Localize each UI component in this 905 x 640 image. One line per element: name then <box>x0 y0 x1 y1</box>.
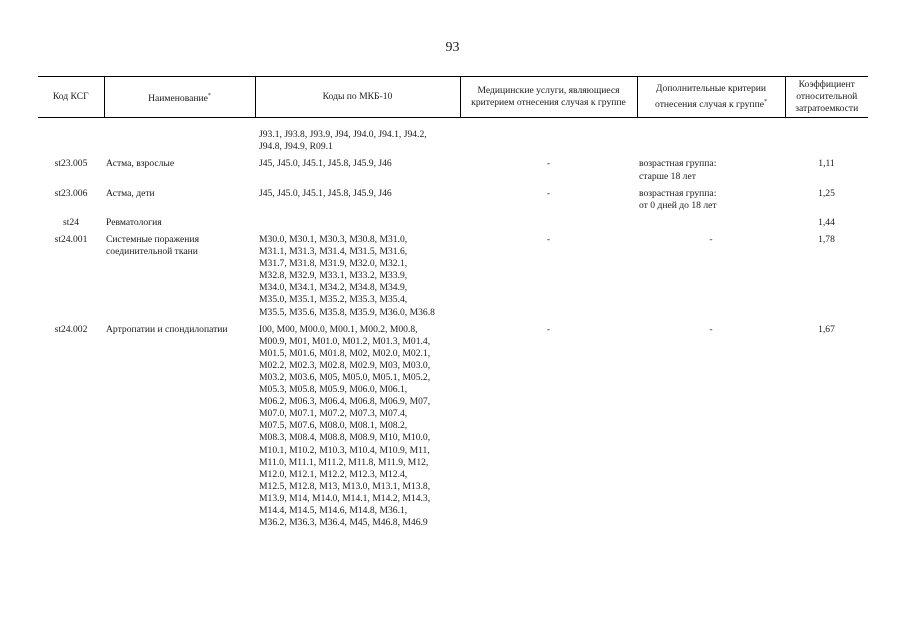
table-row <box>38 233 868 323</box>
mkb-codes-line: M34.0, M34.1, M34.2, M34.8, M34.9, <box>259 282 408 294</box>
header-criteria: Дополнительные критерии отнесения случая к группе* <box>637 77 785 118</box>
mkb-codes-line: M10.1, M10.2, M10.3, M10.4, M10.9, M11, <box>259 444 430 456</box>
ksg-code-cell: st24 <box>63 216 79 228</box>
table-row <box>38 187 868 216</box>
mkb-codes-line: M07.5, M07.6, M08.0, M08.1, M08.2, <box>259 420 408 432</box>
services-cell <box>460 216 637 233</box>
header-services: Медицинские услуги, являющиеся критерием отнесения случая к группе <box>460 77 637 118</box>
mkb-codes-line: M12.0, M12.1, M12.2, M12.3, M12.4, <box>259 468 408 480</box>
mkb-codes-line: M35.5, M35.6, M35.8, M35.9, M36.0, M36.8 <box>259 306 435 318</box>
mkb-codes-line: J94.8, J94.9, R09.1 <box>259 141 333 153</box>
name-line: Астма, взрослые <box>106 158 175 170</box>
name-cell <box>104 128 255 157</box>
coefficient-cell <box>785 128 868 157</box>
name-cell <box>104 157 255 186</box>
mkb-codes-line: M01.5, M01.6, M01.8, M02, M02.0, M02.1, <box>259 347 431 359</box>
name-line: Астма, дети <box>106 187 155 199</box>
criteria-cell: - <box>709 233 713 245</box>
mkb-codes-cell <box>255 216 460 233</box>
mkb-codes-line: M31.7, M31.8, M31.9, M32.0, M32.1, <box>259 258 408 270</box>
header-mkb: Коды по МКБ-10 <box>255 77 460 118</box>
table-row <box>38 216 868 233</box>
criteria-line: возрастная группа: <box>639 187 717 199</box>
services-cell: - <box>546 233 551 245</box>
mkb-codes-line: M32.8, M32.9, M33.1, M33.2, M33.9, <box>259 270 408 282</box>
mkb-codes-line: I00, M00, M00.0, M00.1, M00.2, M00.8, <box>259 323 418 335</box>
services-cell <box>460 128 637 157</box>
mkb-codes-line: M14.4, M14.5, M14.6, M14.8, M36.1, <box>259 505 408 516</box>
table-row <box>38 157 868 186</box>
services-cell: - <box>546 158 551 170</box>
table-body <box>38 118 868 533</box>
mkb-codes-cell <box>255 157 460 186</box>
ksg-code-cell: st24.001 <box>54 233 88 245</box>
mkb-codes-line: M06.2, M06.3, M06.4, M06.8, M06.9, M07, <box>259 396 431 408</box>
criteria-line: старше 18 лет <box>639 170 696 182</box>
ksg-code-cell: st23.005 <box>54 158 88 170</box>
ksg-code-cell <box>38 128 104 157</box>
services-cell: - <box>546 187 551 199</box>
header-code: Код КСГ <box>38 77 104 118</box>
services-cell: - <box>546 323 551 335</box>
mkb-codes-line: M13.9, M14, M14.0, M14.1, M14.2, M14.3, <box>259 492 431 504</box>
name-line: соединительной ткани <box>106 246 198 258</box>
name-line: Системные поражения <box>106 233 199 245</box>
name-line: Ревматология <box>106 216 162 228</box>
mkb-codes-line: M36.2, M36.3, M36.4, M45, M46.8, M46.9 <box>259 517 428 529</box>
criteria-cell <box>637 216 785 233</box>
table-header-row <box>38 77 868 118</box>
mkb-codes-line: M12.5, M12.8, M13, M13.0, M13.1, M13.8, <box>259 480 431 492</box>
header-name: Наименование* <box>104 77 255 118</box>
criteria-cell <box>637 128 785 157</box>
mkb-codes-line: J93.1, J93.8, J93.9, J94, J94.0, J94.1, J94.2, <box>259 129 427 141</box>
mkb-codes-line: M30.0, M30.1, M30.3, M30.8, M31.0, <box>259 233 408 245</box>
mkb-codes-cell <box>255 323 460 534</box>
mkb-codes-line: M07.0, M07.1, M07.2, M07.3, M07.4, <box>259 408 408 420</box>
mkb-codes-line: M00.9, M01, M01.0, M01.2, M01.3, M01.4, <box>259 335 431 347</box>
name-cell <box>104 233 255 323</box>
mkb-codes-cell <box>255 187 460 216</box>
mkb-codes-line: M08.3, M08.4, M08.8, M08.9, M10, M10.0, <box>259 432 431 444</box>
name-line: Артропатии и спондилопатии <box>106 323 228 335</box>
criteria-line: от 0 дней до 18 лет <box>639 199 717 211</box>
mkb-codes-cell <box>255 233 460 323</box>
mkb-codes-line: M31.1, M31.3, M31.4, M31.5, M31.6, <box>259 246 408 258</box>
coefficient-cell: 1,78 <box>818 233 835 245</box>
criteria-line: возрастная группа: <box>639 158 717 170</box>
ksg-code-cell: st23.006 <box>54 187 88 199</box>
criteria-cell <box>637 187 785 216</box>
coefficient-cell: 1,25 <box>818 187 835 199</box>
mkb-codes-line: J45, J45.0, J45.1, J45.8, J45.9, J46 <box>259 187 392 199</box>
mkb-codes-line: M05.3, M05.8, M05.9, M06.0, M06.1, <box>259 384 408 396</box>
name-cell <box>104 216 255 233</box>
coefficient-cell: 1,44 <box>818 216 835 228</box>
coefficient-cell: 1,67 <box>818 323 835 335</box>
ksg-code-cell: st24.002 <box>54 323 88 335</box>
criteria-cell: - <box>709 323 713 335</box>
mkb-codes-line: J45, J45.0, J45.1, J45.8, J45.9, J46 <box>259 158 392 170</box>
name-cell <box>104 187 255 216</box>
mkb-codes-line: M11.0, M11.1, M11.2, M11.8, M11.9, M12, <box>259 456 429 468</box>
name-cell <box>104 323 255 534</box>
page-number: 93 <box>445 40 460 55</box>
criteria-cell <box>637 157 785 186</box>
mkb-codes-line: M03.2, M03.6, M05, M05.0, M05.1, M05.2, <box>259 371 431 383</box>
header-coefficient: Коэффициент относительной затратоемкости <box>785 77 868 118</box>
table-row <box>38 128 868 157</box>
mkb-codes-cell <box>255 128 460 157</box>
coefficient-cell: 1,11 <box>818 158 835 170</box>
table-row <box>38 323 868 534</box>
ksg-table <box>38 76 868 533</box>
mkb-codes-line: M35.0, M35.1, M35.2, M35.3, M35.4, <box>259 294 408 306</box>
mkb-codes-line: M02.2, M02.3, M02.8, M02.9, M03, M03.0, <box>259 359 431 371</box>
header-spacer <box>38 118 868 129</box>
